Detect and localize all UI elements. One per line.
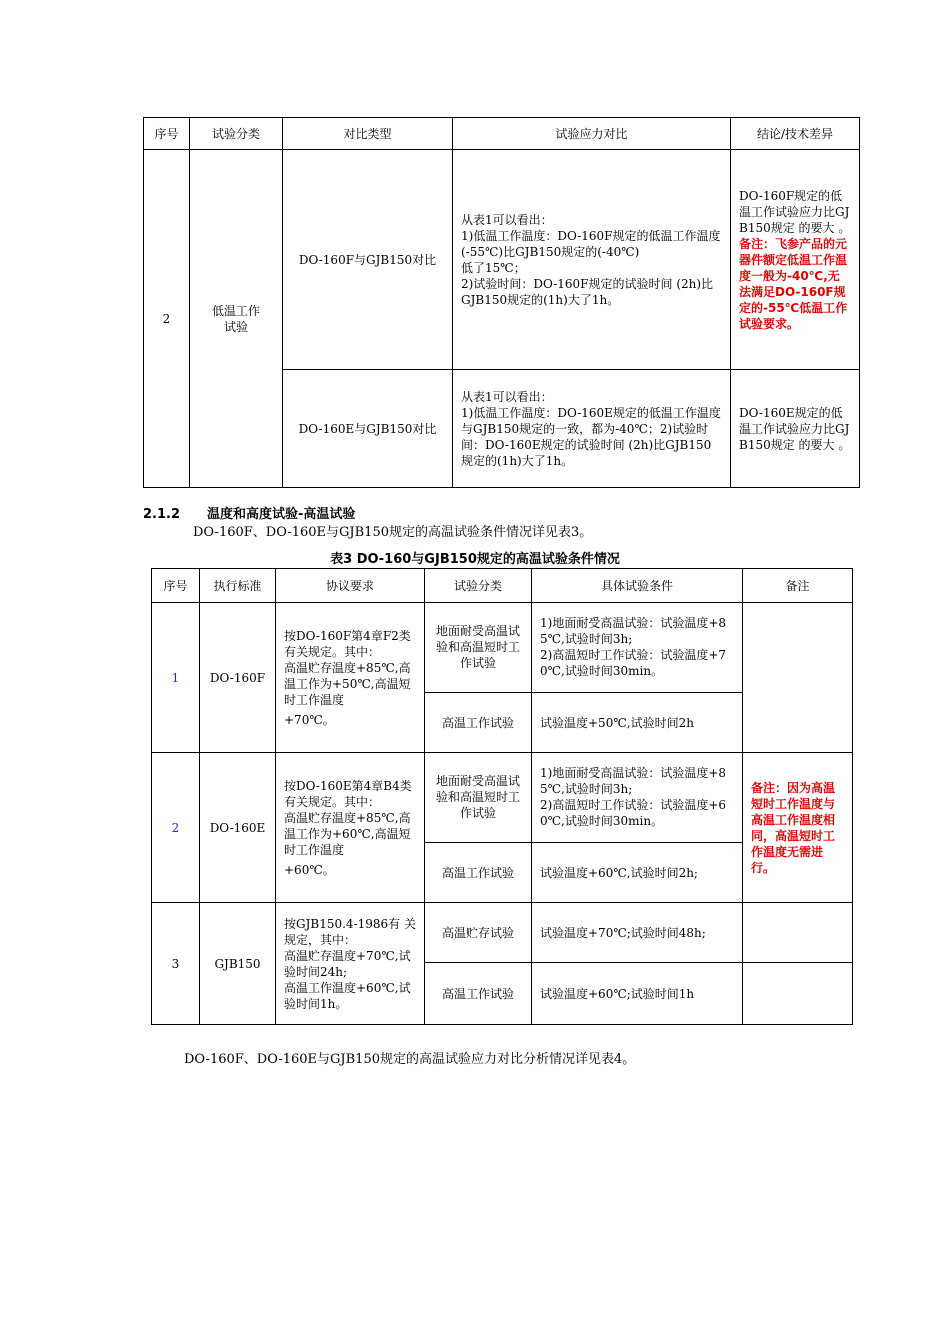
requirement: 按DO-160E第4章B4类有关规定。其中： 高温贮存温度+85℃,高温工作为+60℃,高温短时工作温度 +60℃。 xyxy=(276,753,425,903)
conclusion-text: DO-160E规定的低温工作试验应力比GJB150规定 的要大 。 xyxy=(731,370,860,488)
test-category: 高温工作试验 xyxy=(425,693,532,753)
test-category: 高温贮存试验 xyxy=(425,903,532,963)
compare-type: DO-160E与GJB150对比 xyxy=(283,370,453,488)
conclusion-note: 备注：飞参产品的元器件额定低温工作温度一般为-40℃,无法满足DO-160F规定的-55℃低温工作试验要求。 xyxy=(739,236,848,331)
test-conditions: 试验温度+70℃;试验时间48h; xyxy=(532,903,743,963)
test-conditions: 试验温度+60℃;试验时间1h xyxy=(532,963,743,1025)
test-conditions: 1)地面耐受高温试验：试验温度+85℃,试验时间3h; 2)高温短时工作试验：试验温度+60℃,试验时间30min。 xyxy=(532,753,743,843)
row-number: 1 xyxy=(152,603,200,753)
conclusion-cell xyxy=(731,150,860,370)
test-category: 地面耐受高温试验和高温短时工作试验 xyxy=(425,753,532,843)
conclusion-text: DO-160F规定的低温工作试验应力比GJB150规定 的要大 。 xyxy=(739,188,851,235)
high-temperature-conditions-table xyxy=(151,568,853,1025)
table-row xyxy=(152,603,853,693)
compare-type: DO-160F与GJB150对比 xyxy=(283,150,453,370)
test-category: 高温工作试验 xyxy=(425,843,532,903)
table-row xyxy=(152,753,853,843)
col-header-conclusion: 结论/技术差异 xyxy=(731,118,860,150)
col-header-requirement: 协议要求 xyxy=(276,569,425,603)
section-heading xyxy=(143,503,355,522)
table-row xyxy=(152,903,853,963)
col-header-stress: 试验应力对比 xyxy=(453,118,731,150)
requirement: 按GJB150.4-1986有 关规定，其中： 高温贮存温度+70℃,试验时间24h; 高温工作温度+60℃,试验时间1h。 xyxy=(276,903,425,1025)
col-header-category: 试验分类 xyxy=(190,118,283,150)
stress-comparison-table xyxy=(143,117,860,488)
col-header-compare-type: 对比类型 xyxy=(283,118,453,150)
note-cell xyxy=(743,603,853,753)
col-header-category: 试验分类 xyxy=(425,569,532,603)
footer-paragraph: DO-160F、DO-160E与GJB150规定的高温试验应力对比分析情况详见表4。 xyxy=(184,1052,636,1067)
note-text: 备注：因为高温短时工作温度与高温工作温度相同，高温短时工作温度无需进行。 xyxy=(743,753,853,903)
note-cell xyxy=(743,963,853,1025)
table-row xyxy=(144,150,860,370)
test-conditions: 试验温度+50℃,试验时间2h xyxy=(532,693,743,753)
test-category: 高温工作试验 xyxy=(425,963,532,1025)
row-number: 2 xyxy=(144,150,190,488)
section-intro: DO-160F、DO-160E与GJB150规定的高温试验条件情况详见表3。 xyxy=(193,525,593,540)
test-conditions: 1)地面耐受高温试验：试验温度+85℃,试验时间3h; 2)高温短时工作试验：试验温度+70℃,试验时间30min。 xyxy=(532,603,743,693)
stress-comparison: 从表1可以看出： 1)低温工作温度：DO-160E规定的低温工作温度与GJB150规定的一致，都为-40℃；2)试验时间：DO-160E规定的试验时间 (2h)比GJB150规定的(1h)大了1h。 xyxy=(453,370,731,488)
table-caption: 表3 DO-160与GJB150规定的高温试验条件情况 xyxy=(330,552,620,567)
stress-comparison: 从表1可以看出： 1)低温工作温度：DO-160F规定的低温工作温度(-55℃)比GJB150规定的(-40℃) 低了15℃； 2)试验时间：DO-160F规定的试验时间 (2h)比GJB150规定的(1h)大了1h。 xyxy=(453,150,731,370)
section-title: 温度和高度试验-高温试验 xyxy=(207,507,356,522)
section-number: 2.1.2 xyxy=(143,507,181,522)
requirement: 按DO-160F第4章F2类有关规定。其中： 高温贮存温度+85℃,高温工作为+50℃,高温短时工作温度 +70℃。 xyxy=(276,603,425,753)
col-header-no: 序号 xyxy=(152,569,200,603)
test-category: 低温工作试验 xyxy=(190,150,283,488)
col-header-conditions: 具体试验条件 xyxy=(532,569,743,603)
standard: GJB150 xyxy=(200,903,276,1025)
row-number: 3 xyxy=(152,903,200,1025)
standard: DO-160E xyxy=(200,753,276,903)
col-header-note: 备注 xyxy=(743,569,853,603)
row-number: 2 xyxy=(152,753,200,903)
col-header-standard: 执行标准 xyxy=(200,569,276,603)
test-category: 地面耐受高温试验和高温短时工作试验 xyxy=(425,603,532,693)
col-header-no: 序号 xyxy=(144,118,190,150)
standard: DO-160F xyxy=(200,603,276,753)
test-conditions: 试验温度+60℃,试验时间2h; xyxy=(532,843,743,903)
note-cell xyxy=(743,903,853,963)
